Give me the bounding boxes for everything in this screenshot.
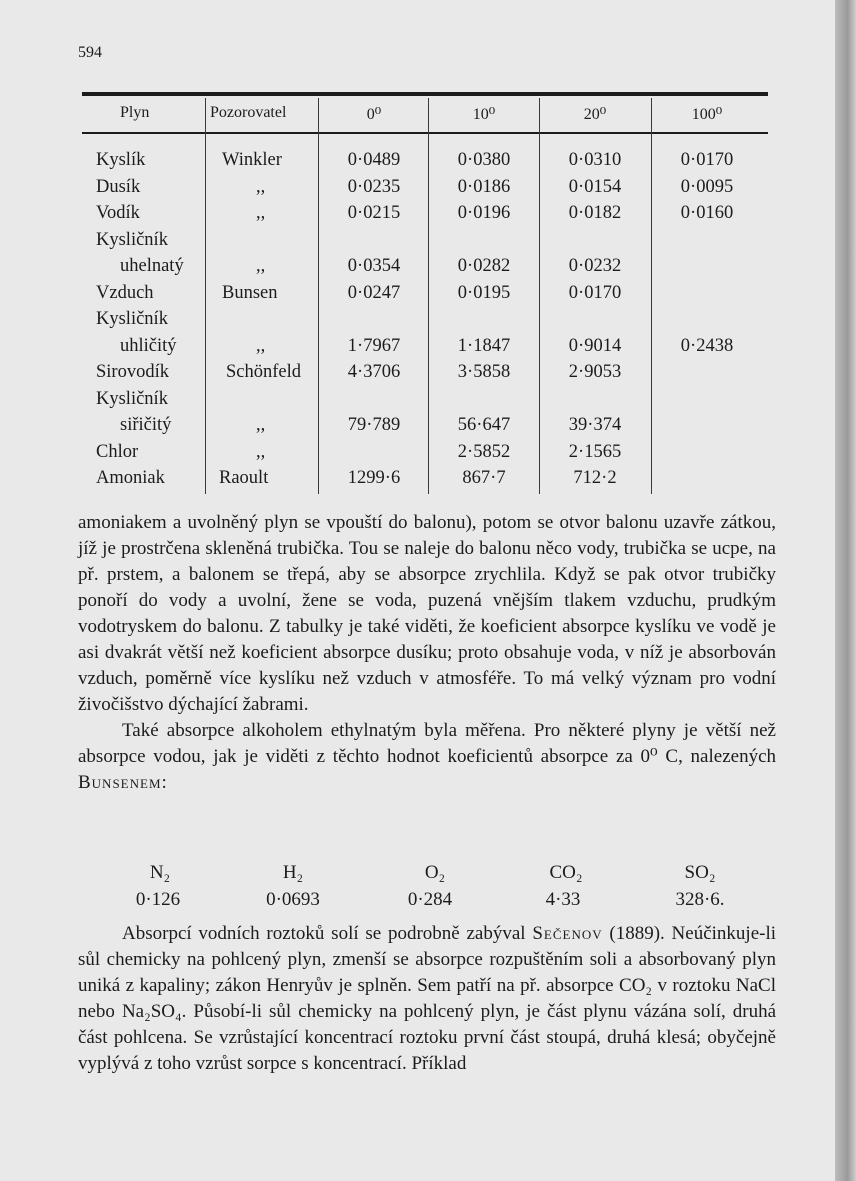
coef-v10: 2·5852	[457, 441, 511, 462]
coef-v10: 0·0380	[457, 150, 511, 170]
paragraph-2-text: Také absorpce alkoholem ethylnatým byla měřena. Pro některé plyny je větší než absorpce vodou, jak je viděti z těchto hodnot koeficientů absorpce za 0⁰ C, nalezených	[78, 720, 776, 767]
gas-label: SO₂	[684, 862, 716, 883]
page-edge-shadow	[835, 0, 856, 1181]
gas-label: O₂	[424, 862, 446, 883]
coef-v20: 0·0182	[568, 203, 622, 223]
observer-name: ,,	[256, 203, 266, 223]
header-gas: Plyn	[120, 104, 150, 121]
table-header-rule	[82, 132, 768, 134]
coef-v0: 0·0354	[347, 256, 401, 276]
coef-v100: 0·0170	[680, 150, 734, 170]
coef-v0: 1299·6	[347, 468, 401, 488]
header-observer: Pozorovatel	[210, 104, 287, 121]
coef-v0: 0·0489	[347, 150, 401, 170]
page-number: 594	[78, 44, 102, 61]
observer-name: ,,	[256, 256, 266, 276]
coef-v100: 0·0095	[680, 176, 734, 197]
coef-v20: 0·0310	[568, 150, 622, 170]
body-text	[78, 510, 776, 796]
coef-v20: 2·1565	[568, 441, 622, 462]
coef-v0: 0·0215	[347, 203, 401, 223]
coef-v10: 0·0195	[457, 282, 511, 303]
header-10: 10⁰	[472, 106, 496, 123]
coef-v0: 79·789	[347, 415, 401, 435]
header-100: 100⁰	[691, 106, 723, 123]
coef-v20: 39·374	[568, 415, 622, 435]
gas-name: Amoniak	[96, 468, 165, 488]
observer-name: Schönfeld	[226, 362, 302, 382]
coef-v20: 0·0232	[568, 256, 622, 276]
gas-label: CO₂	[549, 862, 583, 883]
header-0: 0⁰	[366, 106, 382, 123]
coef-v0: 0·0235	[347, 176, 401, 197]
gas-label: H₂	[282, 862, 304, 883]
gas-label: N₂	[149, 862, 171, 883]
gas-name: siřičitý	[120, 415, 172, 435]
coef-v10: 1·1847	[457, 335, 511, 356]
gas-name: Kysličník	[96, 309, 168, 329]
paragraph-3-text: Absorpcí vodních roztoků solí se podrobně zabýval	[122, 923, 526, 944]
gas-name: Kyslík	[96, 150, 146, 170]
coef-value: 0·0693	[266, 889, 320, 910]
coef-value: 328·6.	[675, 889, 725, 910]
coef-v10: 3·5858	[457, 362, 511, 382]
observer-name: ,,	[256, 415, 266, 435]
author-name: Sečenov	[532, 923, 603, 944]
coef-v10: 0·0282	[457, 256, 511, 276]
coef-value: 4·33	[545, 889, 581, 910]
gas-name: Kysličník	[96, 229, 168, 250]
gas-name: Vodík	[96, 203, 140, 223]
coef-v20: 712·2	[573, 468, 617, 488]
coef-v10: 56·647	[457, 415, 511, 435]
coef-v0: 0·0247	[347, 282, 401, 303]
paragraph-2	[78, 718, 776, 796]
paragraph-1: amoniakem a uvolněný plyn se vpouští do balonu), potom se otvor balonu uzavře zátkou, jíž je prostrčena skleněná trubička. Tou se naleje do balonu něco vody, trubička se ucpe, na př. prstem, a balonem se třepá, aby se absorpce zrychlila. Když se pak otvor trubičky ponoří do vody a uvolní, žene se voda, puzená vnějším tlakem vzduchu, prudkým vodotryskem do balonu. Z tabulky je také viděti, že koeficient absorpce kyslíku ve vodě je asi dvakrát větší než koeficient absorpce dusíku; proto obsahuje voda, v níž je absorbován vzduch, poměrně více kyslíku než vzduch v atmosféře. To má velký význam pro vodní živočišstvo dýchající žabrami.	[78, 512, 776, 715]
coef-value: 0·284	[407, 889, 453, 910]
body-text-2	[78, 921, 776, 1077]
column-divider	[205, 98, 206, 494]
coef-v20: 0·0170	[568, 282, 622, 303]
coef-v20: 2·9053	[568, 362, 622, 382]
observer-name: ,,	[256, 176, 266, 197]
observer-name: Bunsen	[222, 282, 278, 303]
observer-name: Raoult	[219, 468, 269, 488]
gas-name: Sirovodík	[96, 362, 169, 382]
coef-v0: 1·7967	[347, 335, 401, 356]
coef-v0: 4·3706	[347, 362, 401, 382]
paragraph-3-end: (1889). Neúčinkuje-li sůl chemicky na pohlcený plyn, zmenší se absorpce rozpuštěním soli a absorbovaný plyn uniká z kapaliny; zákon Henryův je splněn. Sem patří na př. absorpce CO₂ v roztoku NaCl nebo Na₂SO₄. Působí-li sůl chemicky na pohlcený plyn, je část plynu vázána solí, druhá část pohlcena. Se vzrůstající koncentrací roztoku první část stoupá, druhá klesá; obyčejně vyplývá z toho vzrůst sorpce s koncentrací. Příklad	[78, 923, 777, 1074]
gas-name: Chlor	[96, 441, 139, 462]
observer-name: Winkler	[222, 150, 282, 170]
solubility-table	[82, 92, 768, 498]
gas-name: uhelnatý	[120, 256, 184, 276]
coef-v20: 0·9014	[568, 335, 622, 356]
gas-name: Dusík	[96, 176, 141, 197]
paragraph-3	[78, 921, 776, 1077]
gas-name: Kysličník	[96, 388, 168, 409]
header-20: 20⁰	[583, 106, 607, 123]
coef-v10: 0·0196	[457, 203, 511, 223]
observer-name: ,,	[256, 335, 266, 356]
coef-v100: 0·2438	[680, 335, 734, 356]
author-name: Bunsenem	[78, 772, 162, 793]
coef-v100: 0·0160	[680, 203, 734, 223]
coef-v20: 0·0154	[568, 176, 622, 197]
coef-value: 0·126	[135, 889, 181, 910]
gas-name: uhličitý	[120, 335, 177, 356]
coef-v10: 0·0186	[457, 176, 511, 197]
table-top-rule	[82, 92, 768, 96]
coef-v10: 867·7	[462, 468, 506, 488]
gas-name: Vzduch	[96, 282, 154, 303]
paragraph-2-end: :	[161, 772, 167, 793]
observer-name: ,,	[256, 441, 266, 462]
